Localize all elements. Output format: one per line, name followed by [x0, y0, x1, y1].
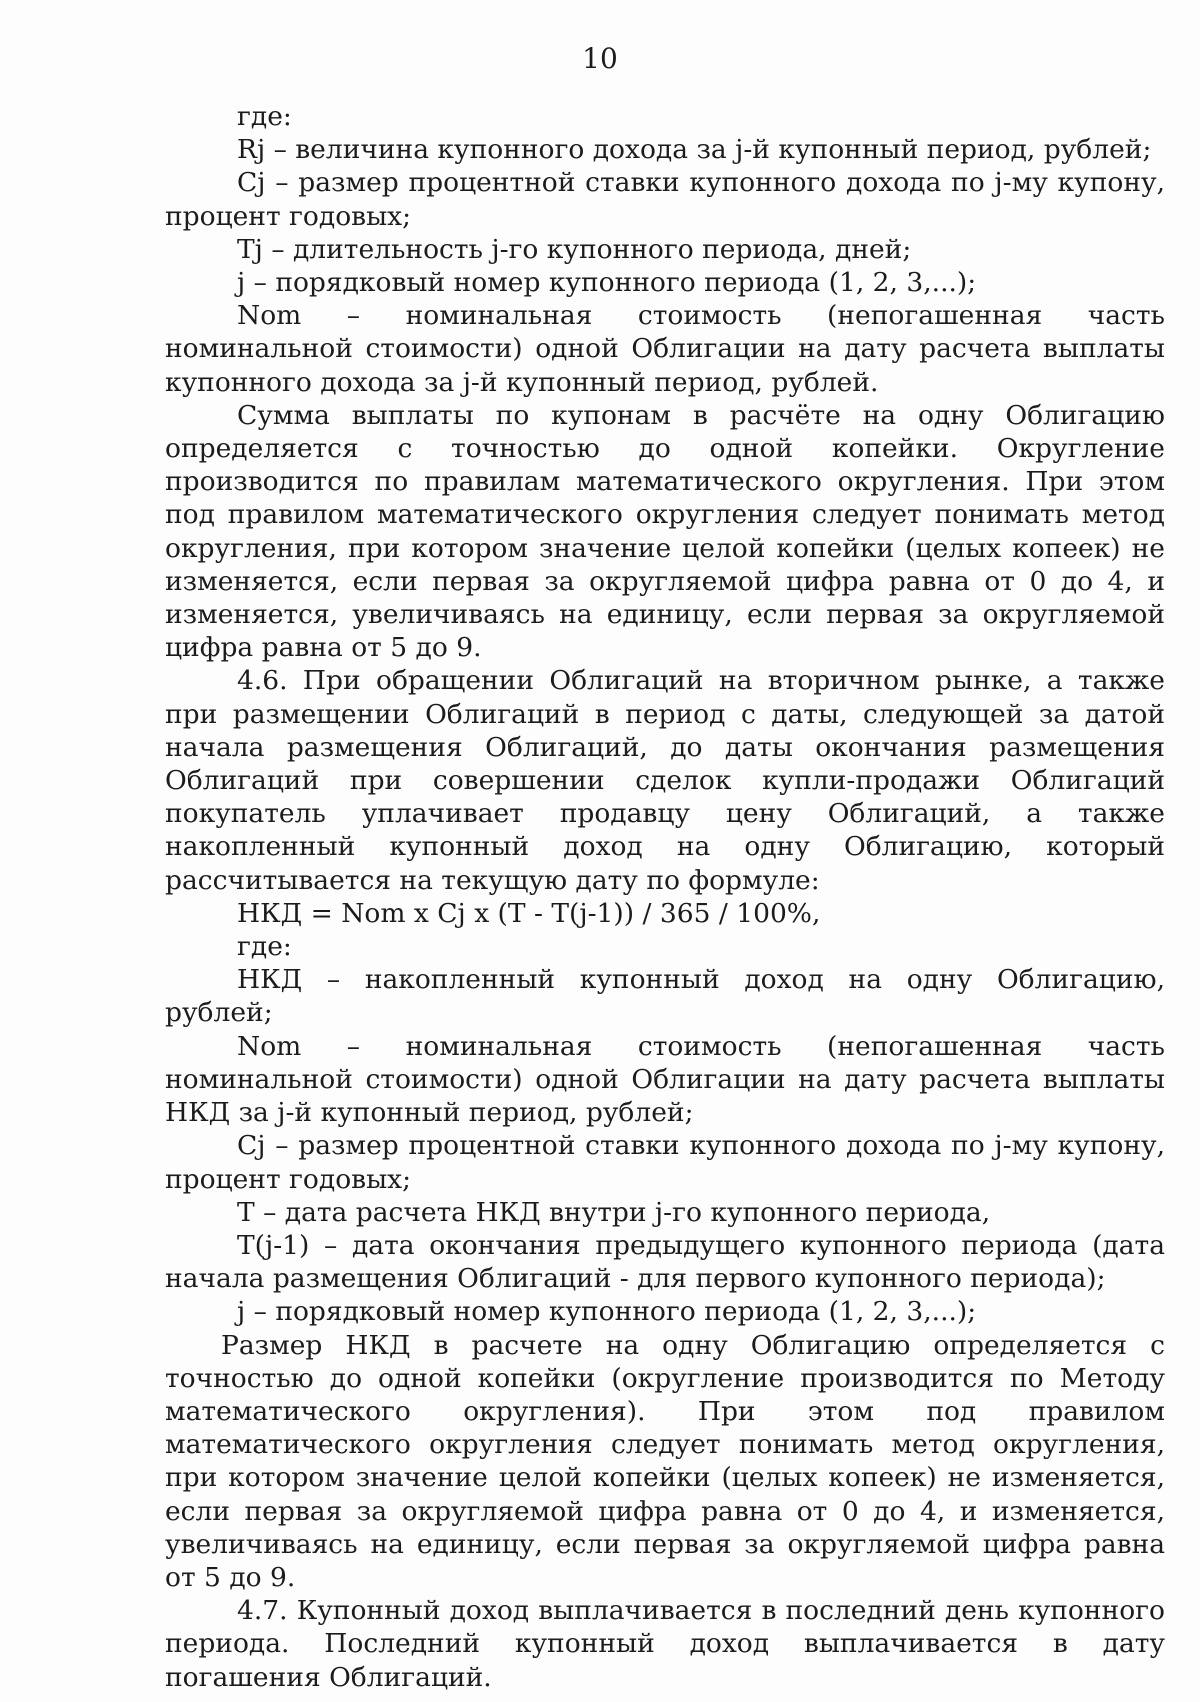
document-body — [165, 100, 1165, 1694]
where-label: где: — [237, 101, 292, 132]
definition-j-2: j – порядковый номер купонного периода (1, 2, 3,...); — [237, 1296, 977, 1328]
definition-tj1: T(j-1) – дата окончания предыдущего купонного периода (дата начала размещения Облигаций - для первого купонного периода); — [165, 1229, 1165, 1295]
nkd-formula: НКД = Nom x Cj x (T - T(j-1)) / 365 / 100%, — [237, 897, 821, 929]
nkd-rounding-paragraph: Размер НКД в расчете на одну Облигацию определяется с точностью до одной копейки (округление производится по Методу математического округления). При этом под правилом математического округления следует понимать метод округления, при котором значение целой копейки (целых копеек) не изменяется, если первая за округляемой цифра равна от 0 до 4, и изменяется, увеличиваясь на единицу, если первая за округляемой цифра равна от 5 до 9. — [165, 1329, 1165, 1593]
definition-t: T – дата расчета НКД внутри j-го купонного периода, — [237, 1196, 991, 1228]
definition-cj: Cj – размер процентной ставки купонного дохода по j-му купону, процент годовых; — [165, 167, 1165, 232]
definition-j: j – порядковый номер купонного периода (1, 2, 3,...); — [237, 267, 977, 299]
rounding-paragraph: Сумма выплаты по купонам в расчёте на одну Облигацию определяется с точностью до одной копейки. Округление производится по правилам математического округления. При этом под правилом математического округления следует понимать метод округления, при котором значение целой копейки (целых копеек) не изменяется, если первая за округляемой цифра равна от 0 до 4, и изменяется, увеличиваясь на единицу, если первая за округляемой цифра равна от 5 до 9. — [165, 399, 1165, 664]
definition-cj-2: Cj – размер процентной ставки купонного дохода по j-му купону, процент годовых; — [165, 1130, 1165, 1195]
definition-nkd: НКД – накопленный купонный доход на одну Облигацию, рублей; — [165, 964, 1165, 1029]
definition-nom-2: Nom – номинальная стоимость (непогашенная часть номинальной стоимости) одной Облигации на дату расчета выплаты НКД за j-й купонный период, рублей; — [165, 1030, 1165, 1129]
section-4-6-paragraph: 4.6. При обращении Облигаций на вторичном рынке, а также при размещении Облигаций в период с даты, следующей за датой начала размещения Облигаций, до даты окончания размещения Облигаций при совершении сделок купли-продажи Облигаций покупатель уплачивает продавцу цену Облигаций, а также накопленный купонный доход на одну Облигацию, который рассчитывается на текущую дату по формуле: — [165, 665, 1165, 896]
where-label-2: где: — [237, 931, 292, 963]
definition-tj: Tj – длительность j-го купонного периода, дней; — [237, 233, 912, 265]
page-number: 10 — [582, 42, 618, 75]
definition-rj: Rj – величина купонного дохода за j-й купонный период, рублей; — [237, 134, 1152, 166]
section-4-7-paragraph: 4.7. Купонный доход выплачивается в последний день купонного периода. Последний купонный доход выплачивается в дату погашения Облигаций. — [165, 1595, 1165, 1693]
definition-nom: Nom – номинальная стоимость (непогашенная часть номинальной стоимости) одной Облигации на дату расчета выплаты купонного дохода за j-й купонный период, рублей. — [165, 300, 1165, 398]
